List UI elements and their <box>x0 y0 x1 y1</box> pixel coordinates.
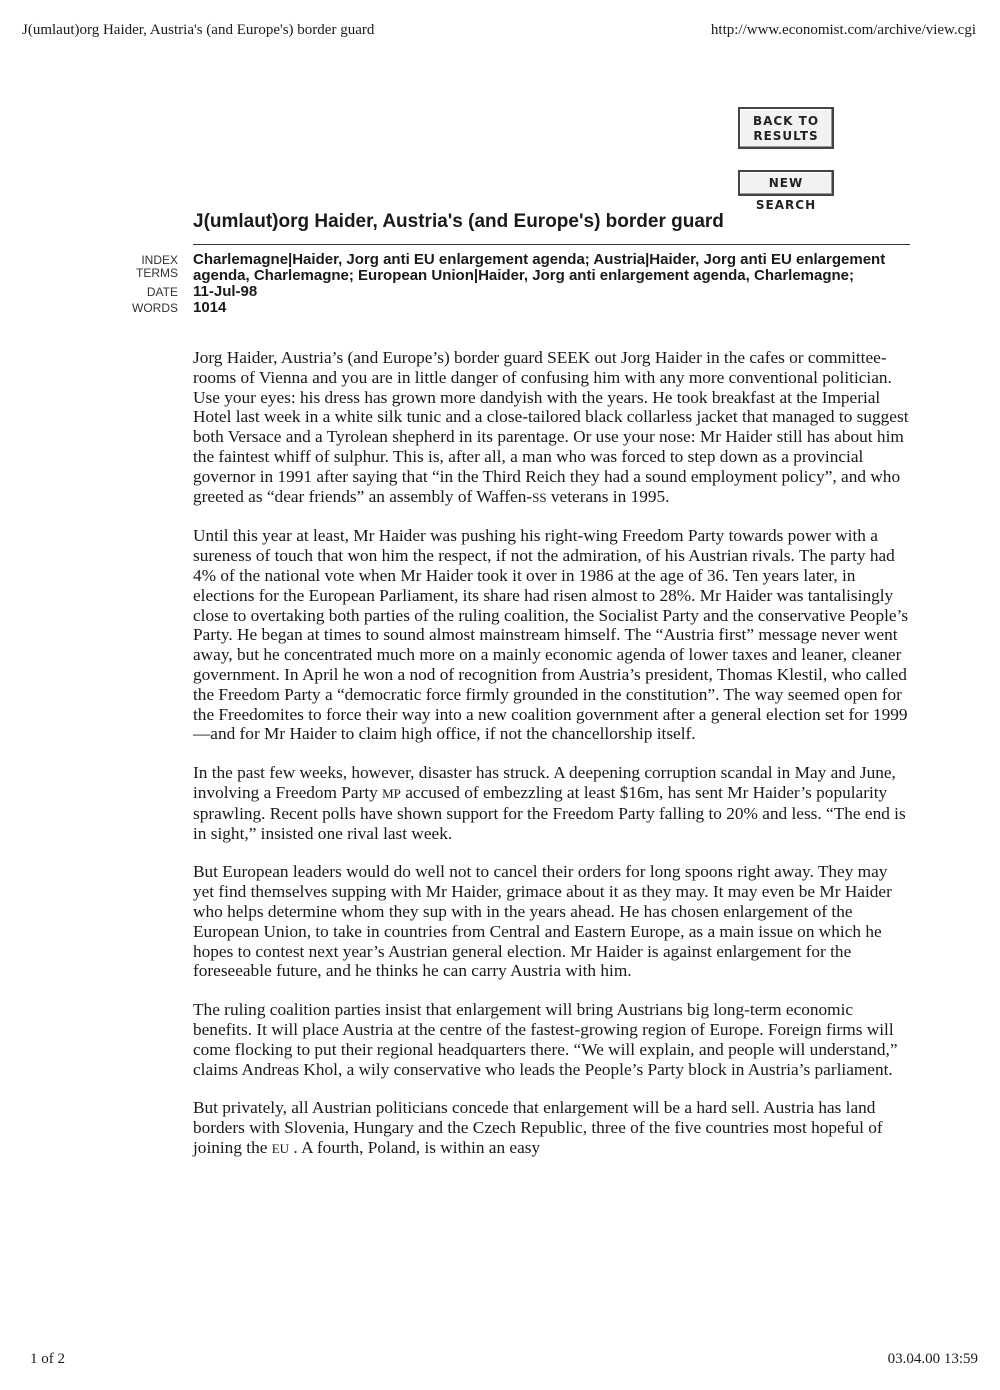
paragraph-1-text: Jorg Haider, Austria’s (and Europe’s) border guard SEEK out Jorg Haider in the cafes or committee-rooms of Vienna and you are in little danger of confusing him with any more conventional politician. Use your eyes: his dress has grown more dandyish with the years. He took breakfast at the Imperial Hotel last week in a white silk tunic and a close-tailored black collarless jacket that managed to suggest both Versace and a Tyrolean shepherd in its parentage. Or use your nose: Mr Haider still has about him the faintest whiff of sulphur. This is, after all, a man who was forced to step down as a provincial governor in 1991 after saying that “in the Third Reich they had a sound employment policy”, and who greeted as “dear friends” an assembly of Waffen- <box>193 348 909 506</box>
print-header-title: J(umlaut)org Haider, Austria's (and Europe's) border guard <box>22 22 375 38</box>
date-value: 11-Jul-98 <box>193 283 258 300</box>
paragraph-4: But European leaders would do well not to cancel their orders for long spoons right away. They may yet find themselves supping with Mr Haider, grimace about it as they may. It may even be Mr Haider who helps determine whom they sup with in the years ahead. He has chosen enlargement of the European Union, to take in countries from Central and Eastern Europe, as a main issue on which he hopes to contest next year’s Austrian general election. Mr Haider is against enlargement for the foreseeable future, and he thinks he can carry Austria with him. <box>193 862 892 981</box>
words-row <box>100 300 910 316</box>
paragraph-2: Until this year at least, Mr Haider was pushing his right-wing Freedom Party towards power with a sureness of touch that won him the respect, if not the admiration, of his Austrian rivals. The party had 4% of the national vote when Mr Haider took it over in 1986 at the age of 36. Ten years later, in elections for the European Parliament, its share had risen almost to 28%. Mr Haider was tantalisingly close to overtaking both parties of the ruling coalition, the Socialist Party and the conservative People’s Party. He began at times to sound almost mainstream himself. The “Austria first” message never went away, but he concentrated much more on a mainly economic agenda of lower taxes and leaner, cleaner government. In April he won a nod of recognition from Austria’s president, Thomas Klestil, who called the Freedom Party a “democratic force firmly grounded in the constitution”. The way seemed open for the Freedomites to force their way into a new coalition government after a general election set for 1999—and for Mr Haider to claim high office, if not the chancellorship itself. <box>193 526 909 744</box>
date-label: DATE <box>146 285 178 299</box>
paragraph-1-smallcaps: SS <box>532 489 547 505</box>
print-footer-page: 1 of 2 <box>30 1351 65 1367</box>
title-divider <box>193 244 910 245</box>
paragraph-3-smallcaps: MP <box>382 785 401 801</box>
back-button-label-line1: BACK TO <box>752 114 820 128</box>
new-search-button[interactable]: NEW SEARCH <box>738 170 834 196</box>
words-label: WORDS <box>132 301 178 315</box>
index-label-line1: INDEX <box>141 253 178 267</box>
paragraph-1-text-end: veterans in 1995. <box>546 486 670 506</box>
paragraph-3-text: In the past few weeks, however, disaster has struck. A deepening corruption scandal in May and June, involving a Freedom Party <box>193 763 896 802</box>
paragraph-1 <box>193 348 911 507</box>
back-button-label-line2: RESULTS <box>753 129 819 143</box>
paragraph-5: The ruling coalition parties insist that enlargement will bring Austrians big long-term economic benefits. It will place Austria at the centre of the fastest-growing region of Europe. Foreign firms will come flocking to put their regional headquarters there. “We will explain, and people will understand,” claims Andreas Khol, a wily conservative who leads the People’s Party block in Austria’s parliament. <box>193 1000 898 1079</box>
paragraph-6-text-end: . A fourth, Poland, is within an easy <box>289 1137 541 1157</box>
paragraph-3 <box>193 763 911 843</box>
index-terms-row <box>100 252 910 284</box>
print-header-url: http://www.economist.com/archive/view.cgi <box>710 22 976 38</box>
article-title: J(umlaut)org Haider, Austria's (and Europe's) border guard <box>193 211 724 232</box>
paragraph-6 <box>193 1098 911 1158</box>
article-body <box>193 348 911 1178</box>
back-to-results-button[interactable] <box>738 107 834 149</box>
index-label-line2: TERMS <box>136 266 178 280</box>
index-terms-value: Charlemagne|Haider, Jorg anti EU enlargement agenda; Austria|Haider, Jorg anti EU enlargement agenda, Charlemagne; European Union|Haider, Jorg anti enlargement agenda, Charlemagne; <box>193 251 886 284</box>
print-footer-timestamp: 03.04.00 13:59 <box>887 1351 978 1367</box>
paragraph-6-text: But privately, all Austrian politicians concede that enlargement will be a hard sell. Austria has land borders with Slovenia, Hungary and the Czech Republic, three of the five countries most hopeful of joining the <box>193 1098 883 1157</box>
index-terms-label <box>100 252 178 284</box>
paragraph-6-smallcaps: EU <box>271 1140 290 1156</box>
words-value: 1014 <box>193 299 227 316</box>
article-metadata <box>100 252 910 316</box>
paragraph-3-text-end: accused of embezzling at least $16m, has sent Mr Haider’s popularity sprawling. Recent polls have shown support for the Freedom Party falling to 20% and less. “The end is in sight,” insisted one rival last week. <box>193 782 906 843</box>
date-row <box>100 284 910 300</box>
